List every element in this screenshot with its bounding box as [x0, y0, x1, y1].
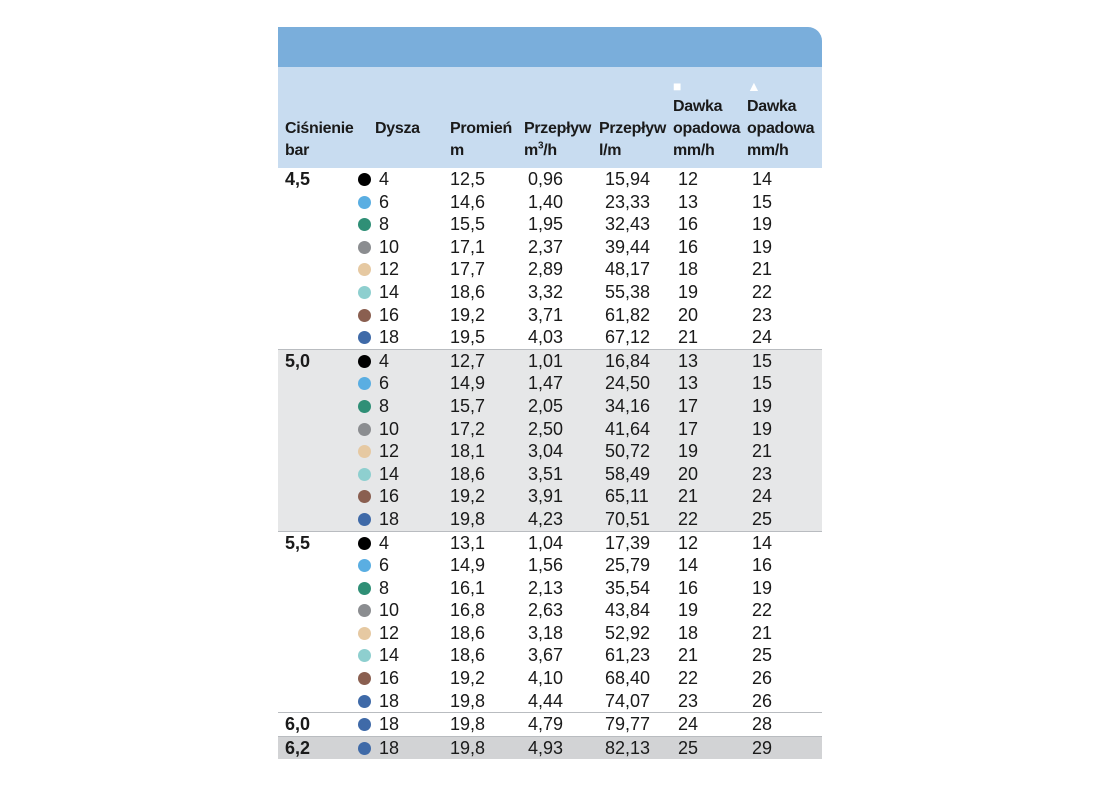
header-precip-triangle-line1: Dawka — [747, 98, 797, 115]
pressure-group — [278, 531, 822, 713]
precip-triangle-cell: 29 — [752, 737, 773, 758]
nozzle-cell: 10 — [379, 600, 400, 621]
flow-m3h-cell: 2,13 — [528, 577, 564, 598]
nozzle-color-dot-icon — [358, 263, 371, 276]
nozzle-cell: 6 — [379, 555, 390, 576]
flow-m3h-cell: 4,93 — [528, 737, 564, 758]
precip-triangle-cell: 19 — [752, 214, 773, 235]
nozzle-color-dot-icon — [358, 649, 371, 662]
precip-triangle-cell: 19 — [752, 395, 773, 416]
flow-m3h-cell: 3,18 — [528, 622, 564, 643]
nozzle-cell: 12 — [379, 259, 400, 280]
precip-square-cell: 14 — [678, 555, 699, 576]
precip-square-cell: 21 — [678, 486, 699, 507]
precip-square-cell: 13 — [678, 191, 699, 212]
table-row — [278, 258, 822, 281]
precip-square-cell: 22 — [678, 668, 699, 689]
header-precip-square-unit: mm/h — [673, 142, 715, 159]
flow-lm-cell: 82,13 — [605, 737, 651, 758]
flow-lm-cell: 79,77 — [605, 714, 651, 735]
flow-m3h-cell: 2,37 — [528, 236, 564, 257]
radius-cell: 13,1 — [450, 532, 486, 553]
nozzle-cell: 14 — [379, 645, 400, 666]
radius-cell: 19,5 — [450, 327, 486, 348]
table-row — [278, 532, 822, 555]
nozzle-cell: 4 — [379, 532, 390, 553]
flow-m3h-cell: 1,04 — [528, 532, 564, 553]
flow-m3h-cell: 3,51 — [528, 463, 564, 484]
flow-lm-cell: 24,50 — [605, 373, 651, 394]
header-precip-square-line1: Dawka — [673, 98, 723, 115]
flow-m3h-cell: 1,40 — [528, 191, 564, 212]
table-row — [278, 372, 822, 395]
flow-lm-cell: 17,39 — [605, 532, 651, 553]
precip-triangle-cell: 26 — [752, 690, 773, 711]
precip-triangle-cell: 19 — [752, 577, 773, 598]
flow-m3h-cell: 2,50 — [528, 418, 564, 439]
header-precip-square — [673, 76, 740, 162]
nozzle-color-dot-icon — [358, 718, 371, 731]
nozzle-cell: 6 — [379, 191, 390, 212]
precip-triangle-cell: 23 — [752, 304, 773, 325]
radius-cell: 18,6 — [450, 645, 486, 666]
nozzle-color-dot-icon — [358, 241, 371, 254]
flow-lm-cell: 32,43 — [605, 214, 651, 235]
precip-square-cell: 20 — [678, 463, 699, 484]
flow-m3h-cell: 1,01 — [528, 350, 564, 371]
precip-square-cell: 20 — [678, 304, 699, 325]
nozzle-cell: 16 — [379, 304, 400, 325]
header-nozzle — [375, 118, 420, 162]
table-row — [278, 737, 822, 760]
table-row — [278, 713, 822, 736]
nozzle-color-dot-icon — [358, 331, 371, 344]
nozzle-color-dot-icon — [358, 309, 371, 322]
table-header — [278, 67, 822, 168]
flow-lm-cell: 52,92 — [605, 622, 651, 643]
pressure-group — [278, 712, 822, 736]
radius-cell: 14,9 — [450, 373, 486, 394]
table-row — [278, 440, 822, 463]
nozzle-cell: 18 — [379, 690, 400, 711]
header-pressure — [285, 118, 353, 162]
header-flow-m3h — [524, 118, 591, 162]
table-row — [278, 577, 822, 600]
flow-lm-cell: 61,23 — [605, 645, 651, 666]
nozzle-cell: 16 — [379, 486, 400, 507]
table-row — [278, 667, 822, 690]
radius-cell: 17,1 — [450, 236, 486, 257]
flow-m3h-cell: 4,44 — [528, 690, 564, 711]
header-radius-unit: m — [450, 142, 464, 159]
pressure-value: 6,2 — [285, 737, 311, 758]
table-body — [278, 168, 822, 759]
header-radius-label: Promień — [450, 120, 512, 137]
precip-square-cell: 17 — [678, 395, 699, 416]
precip-square-cell: 13 — [678, 350, 699, 371]
radius-cell: 17,7 — [450, 259, 486, 280]
flow-lm-cell: 39,44 — [605, 236, 651, 257]
header-precip-square-line2: opadowa — [673, 120, 741, 137]
radius-cell: 18,1 — [450, 441, 486, 462]
radius-cell: 19,2 — [450, 304, 486, 325]
nozzle-cell: 8 — [379, 395, 390, 416]
flow-lm-cell: 70,51 — [605, 508, 651, 529]
header-flow-lm-label: Przepływ — [599, 120, 666, 137]
table-row — [278, 168, 822, 191]
radius-cell: 18,6 — [450, 281, 486, 302]
flow-m3h-cell: 4,23 — [528, 508, 564, 529]
header-flow-lm — [599, 118, 666, 162]
radius-cell: 14,6 — [450, 191, 486, 212]
flow-lm-cell: 34,16 — [605, 395, 651, 416]
table-row — [278, 622, 822, 645]
precip-triangle-cell: 14 — [752, 532, 773, 553]
precip-square-cell: 16 — [678, 577, 699, 598]
radius-cell: 19,8 — [450, 714, 486, 735]
radius-cell: 16,1 — [450, 577, 486, 598]
pressure-group — [278, 168, 822, 349]
nozzle-color-dot-icon — [358, 286, 371, 299]
flow-m3h-cell: 3,67 — [528, 645, 564, 666]
radius-cell: 18,6 — [450, 463, 486, 484]
unit-exponent: 3 — [537, 140, 544, 152]
nozzle-color-dot-icon — [358, 468, 371, 481]
flow-m3h-cell: 2,63 — [528, 600, 564, 621]
pressure-group — [278, 736, 822, 760]
table-row — [278, 326, 822, 349]
flow-lm-cell: 50,72 — [605, 441, 651, 462]
flow-lm-cell: 55,38 — [605, 281, 651, 302]
precip-triangle-cell: 22 — [752, 281, 773, 302]
precip-triangle-cell: 19 — [752, 236, 773, 257]
flow-lm-cell: 61,82 — [605, 304, 651, 325]
pressure-value: 4,5 — [285, 169, 311, 189]
precip-square-cell: 23 — [678, 690, 699, 711]
flow-m3h-cell: 3,32 — [528, 281, 564, 302]
header-precip-triangle — [747, 76, 814, 162]
header-pressure-unit: bar — [285, 142, 309, 159]
nozzle-cell: 16 — [379, 668, 400, 689]
nozzle-cell: 14 — [379, 281, 400, 302]
flow-m3h-cell: 4,03 — [528, 327, 564, 348]
flow-lm-cell: 58,49 — [605, 463, 651, 484]
flow-lm-cell: 15,94 — [605, 169, 651, 189]
flow-lm-cell: 25,79 — [605, 555, 651, 576]
precip-triangle-cell: 15 — [752, 350, 773, 371]
nozzle-cell: 12 — [379, 441, 400, 462]
precip-triangle-cell: 21 — [752, 441, 773, 462]
precip-triangle-cell: 24 — [752, 327, 773, 348]
precip-triangle-cell: 24 — [752, 486, 773, 507]
precip-triangle-cell: 19 — [752, 418, 773, 439]
nozzle-color-dot-icon — [358, 559, 371, 572]
pressure-value: 6,0 — [285, 714, 311, 735]
precip-square-cell: 19 — [678, 600, 699, 621]
table-row — [278, 599, 822, 622]
radius-cell: 16,8 — [450, 600, 486, 621]
nozzle-performance-table — [278, 27, 822, 759]
flow-m3h-cell: 4,79 — [528, 714, 564, 735]
radius-cell: 19,2 — [450, 668, 486, 689]
nozzle-color-dot-icon — [358, 582, 371, 595]
table-row — [278, 554, 822, 577]
flow-lm-cell: 43,84 — [605, 600, 651, 621]
radius-cell: 19,8 — [450, 737, 486, 758]
square-icon: ■ — [673, 78, 682, 94]
radius-cell: 15,7 — [450, 395, 486, 416]
nozzle-color-dot-icon — [358, 355, 371, 368]
precip-square-cell: 16 — [678, 214, 699, 235]
nozzle-cell: 10 — [379, 236, 400, 257]
pressure-value: 5,5 — [285, 532, 311, 553]
nozzle-cell: 18 — [379, 714, 400, 735]
header-precip-triangle-line2: opadowa — [747, 120, 815, 137]
flow-m3h-cell: 4,10 — [528, 668, 564, 689]
nozzle-cell: 18 — [379, 737, 400, 758]
table-row — [278, 395, 822, 418]
flow-lm-cell: 65,11 — [605, 486, 649, 507]
precip-triangle-cell: 14 — [752, 169, 773, 189]
radius-cell: 15,5 — [450, 214, 486, 235]
flow-m3h-cell: 1,95 — [528, 214, 564, 235]
nozzle-color-dot-icon — [358, 445, 371, 458]
header-radius — [450, 118, 512, 162]
flow-lm-cell: 74,07 — [605, 690, 651, 711]
nozzle-cell: 8 — [379, 214, 390, 235]
header-flow-lm-unit: l/m — [599, 142, 622, 159]
precip-square-cell: 19 — [678, 441, 699, 462]
flow-m3h-cell: 3,04 — [528, 441, 564, 462]
radius-cell: 17,2 — [450, 418, 486, 439]
nozzle-color-dot-icon — [358, 695, 371, 708]
precip-square-cell: 17 — [678, 418, 699, 439]
flow-m3h-cell: 1,56 — [528, 555, 564, 576]
pressure-group — [278, 349, 822, 531]
radius-cell: 12,7 — [450, 350, 486, 371]
precip-square-cell: 19 — [678, 281, 699, 302]
precip-square-cell: 25 — [678, 737, 699, 758]
table-row — [278, 463, 822, 486]
flow-lm-cell: 23,33 — [605, 191, 651, 212]
nozzle-cell: 6 — [379, 373, 390, 394]
radius-cell: 14,9 — [450, 555, 486, 576]
precip-square-cell: 16 — [678, 236, 699, 257]
header-nozzle-label: Dysza — [375, 120, 420, 137]
precip-triangle-cell: 26 — [752, 668, 773, 689]
radius-cell: 12,5 — [450, 169, 486, 189]
flow-m3h-cell: 3,91 — [528, 486, 564, 507]
radius-cell: 19,2 — [450, 486, 486, 507]
header-precip-triangle-unit: mm/h — [747, 142, 789, 159]
nozzle-color-dot-icon — [358, 173, 371, 186]
flow-m3h-cell: 3,71 — [528, 304, 564, 325]
table-row — [278, 644, 822, 667]
precip-triangle-cell: 23 — [752, 463, 773, 484]
nozzle-color-dot-icon — [358, 490, 371, 503]
precip-square-cell: 21 — [678, 645, 699, 666]
flow-lm-cell: 41,64 — [605, 418, 651, 439]
nozzle-cell: 14 — [379, 463, 400, 484]
precip-square-cell: 18 — [678, 622, 699, 643]
nozzle-cell: 10 — [379, 418, 400, 439]
precip-square-cell: 18 — [678, 259, 699, 280]
precip-triangle-cell: 25 — [752, 508, 773, 529]
flow-lm-cell: 35,54 — [605, 577, 651, 598]
nozzle-cell: 4 — [379, 350, 390, 371]
flow-lm-cell: 48,17 — [605, 259, 651, 280]
nozzle-color-dot-icon — [358, 513, 371, 526]
table-row — [278, 191, 822, 214]
precip-triangle-cell: 21 — [752, 259, 773, 280]
precip-triangle-cell: 28 — [752, 714, 773, 735]
table-row — [278, 281, 822, 304]
nozzle-color-dot-icon — [358, 218, 371, 231]
flow-m3h-cell: 1,47 — [528, 373, 564, 394]
flow-m3h-cell: 2,05 — [528, 395, 564, 416]
nozzle-color-dot-icon — [358, 423, 371, 436]
nozzle-color-dot-icon — [358, 537, 371, 550]
unit-per-hour: /h — [543, 142, 557, 159]
nozzle-cell: 18 — [379, 508, 400, 529]
triangle-icon: ▲ — [747, 78, 761, 94]
nozzle-color-dot-icon — [358, 672, 371, 685]
precip-triangle-cell: 15 — [752, 191, 773, 212]
flow-m3h-cell: 0,96 — [528, 169, 564, 189]
nozzle-color-dot-icon — [358, 196, 371, 209]
radius-cell: 19,8 — [450, 508, 486, 529]
precip-square-cell: 12 — [678, 532, 699, 553]
table-row — [278, 418, 822, 441]
nozzle-cell: 18 — [379, 327, 400, 348]
precip-triangle-cell: 22 — [752, 600, 773, 621]
table-row — [278, 485, 822, 508]
precip-triangle-cell: 21 — [752, 622, 773, 643]
nozzle-color-dot-icon — [358, 377, 371, 390]
flow-lm-cell: 16,84 — [605, 350, 651, 371]
precip-square-cell: 24 — [678, 714, 699, 735]
header-pressure-label: Ciśnienie — [285, 120, 354, 137]
precip-square-cell: 21 — [678, 327, 699, 348]
table-row — [278, 304, 822, 327]
nozzle-color-dot-icon — [358, 400, 371, 413]
header-flow-m3h-unit — [524, 140, 591, 162]
table-row — [278, 350, 822, 373]
precip-square-cell: 12 — [678, 169, 699, 189]
nozzle-cell: 8 — [379, 577, 390, 598]
table-row — [278, 213, 822, 236]
nozzle-color-dot-icon — [358, 627, 371, 640]
unit-m: m — [524, 142, 538, 159]
header-flow-m3h-label: Przepływ — [524, 120, 591, 137]
nozzle-cell: 12 — [379, 622, 400, 643]
precip-triangle-cell: 16 — [752, 555, 773, 576]
precip-square-cell: 22 — [678, 508, 699, 529]
flow-lm-cell: 68,40 — [605, 668, 651, 689]
nozzle-color-dot-icon — [358, 604, 371, 617]
flow-m3h-cell: 2,89 — [528, 259, 564, 280]
flow-lm-cell: 67,12 — [605, 327, 651, 348]
table-title-bar — [278, 27, 822, 67]
nozzle-color-dot-icon — [358, 742, 371, 755]
pressure-value: 5,0 — [285, 350, 311, 371]
precip-triangle-cell: 15 — [752, 373, 773, 394]
precip-square-cell: 13 — [678, 373, 699, 394]
table-row — [278, 236, 822, 259]
precip-triangle-cell: 25 — [752, 645, 773, 666]
table-row — [278, 508, 822, 531]
nozzle-cell: 4 — [379, 169, 390, 189]
radius-cell: 18,6 — [450, 622, 486, 643]
table-row — [278, 690, 822, 713]
radius-cell: 19,8 — [450, 690, 486, 711]
